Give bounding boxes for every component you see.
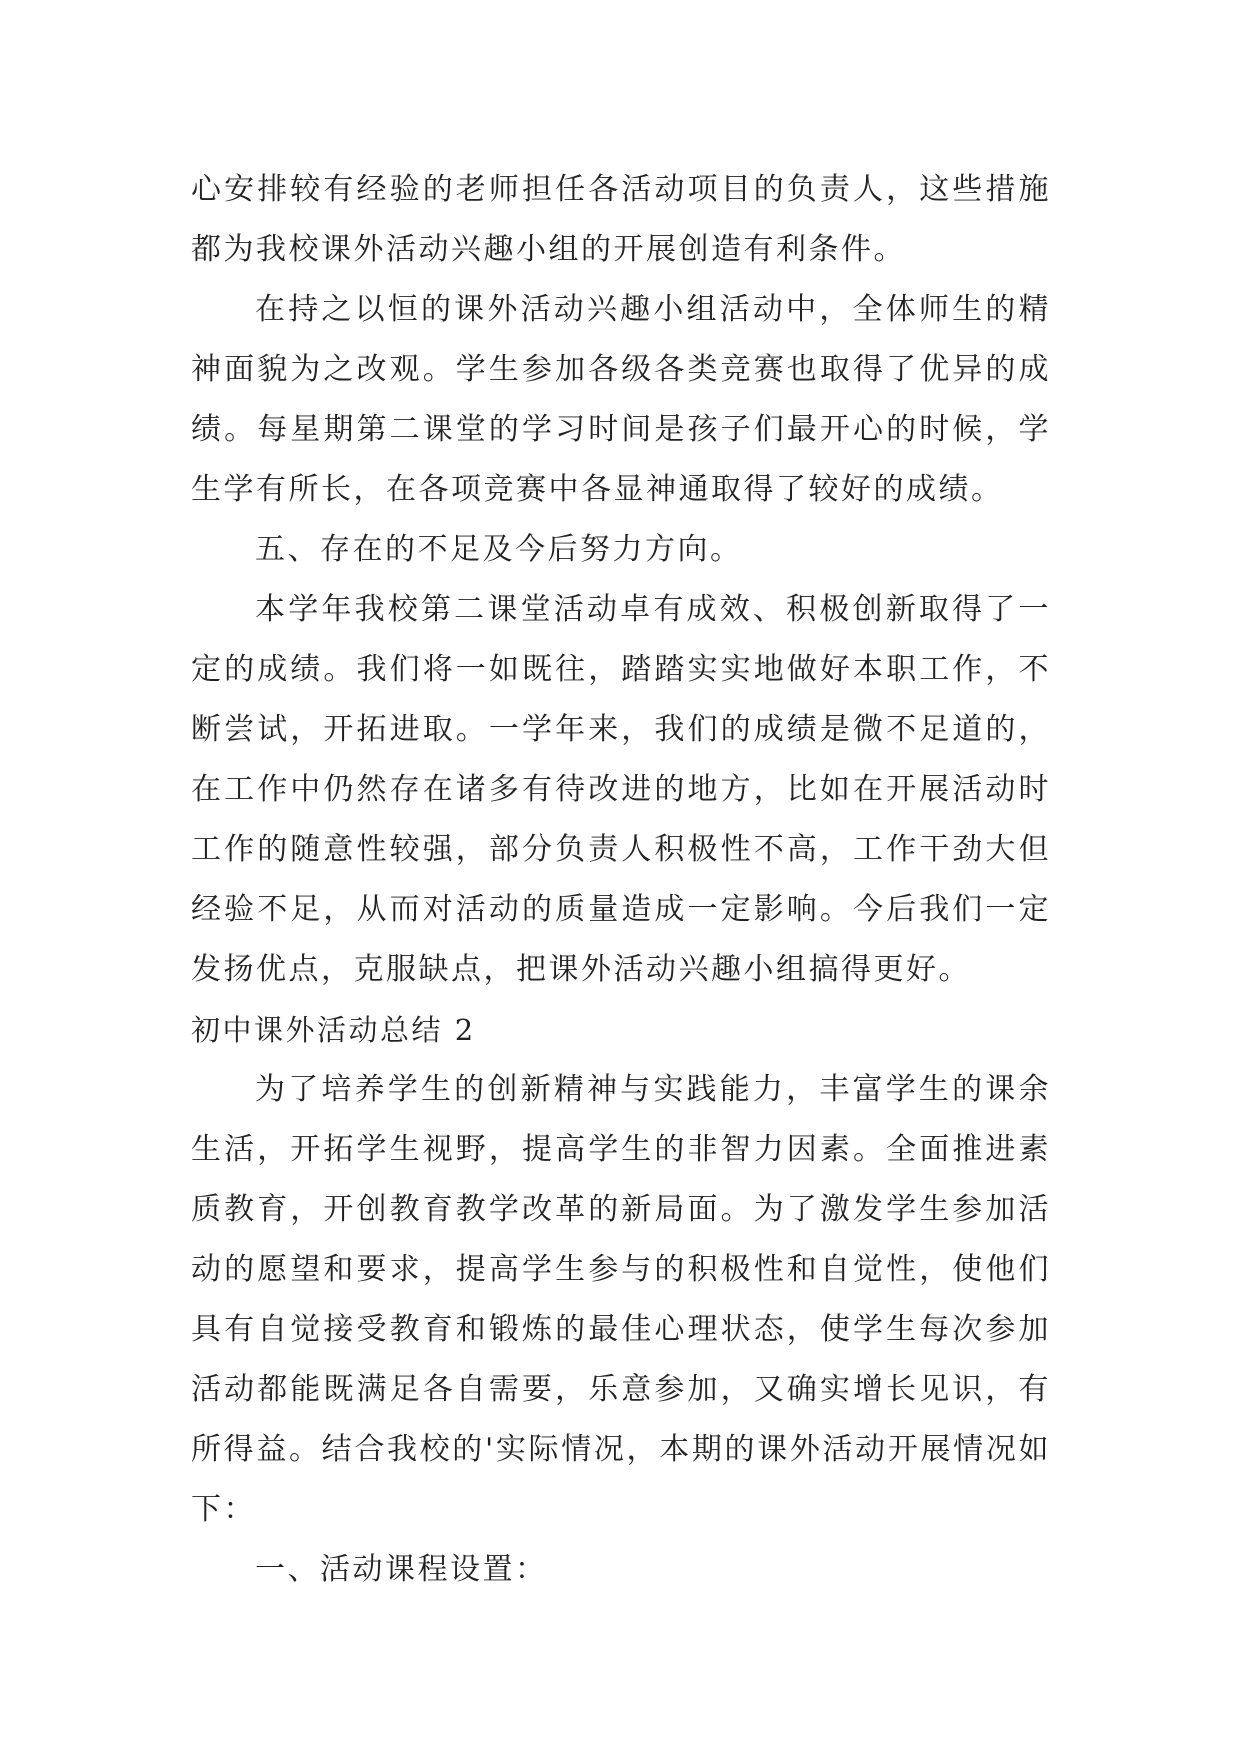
section-heading-summary-2: 初中课外活动总结 2 <box>191 1013 476 1047</box>
document-body <box>191 160 1051 1600</box>
paragraph-results: 在持之以恒的课外活动兴趣小组活动中，全体师生的精神面貌为之改观。学生参加各级各类竞赛也取得了优异的成绩。每星期第二课堂的学习时间是孩子们最开心的时候，学生学有所长，在各项竞赛中各显神通取得了较好的成绩。 <box>191 292 1051 507</box>
paragraph-purpose: 为了培养学生的创新精神与实践能力，丰富学生的课余生活，开拓学生视野，提高学生的非智力因素。全面推进素质教育，开创教育教学改革的新局面。为了激发学生参加活动的愿望和要求，提高学生参与的积极性和自觉性，使他们具有自觉接受教育和锻炼的最佳心理状态，使学生每次参加活动都能既满足各自需要，乐意参加，又确实增长见识，有所得益。结合我校的'实际情况，本期的课外活动开展情况如下： <box>191 1072 1051 1527</box>
paragraph-section-one-title: 一、活动课程设置： <box>255 1552 548 1587</box>
paragraph-measures: 心安排较有经验的老师担任各活动项目的负责人，这些措施都为我校课外活动兴趣小组的开展创造有利条件。 <box>191 172 1051 267</box>
paragraph-shortcomings: 本学年我校第二课堂活动卓有成效、积极创新取得了一定的成绩。我们将一如既往，踏踏实实地做好本职工作，不断尝试，开拓进取。一学年来，我们的成绩是微不足道的，在工作中仍然存在诸多有待改进的地方，比如在开展活动时工作的随意性较强，部分负责人积极性不高，工作干劲大但经验不足，从而对活动的质量造成一定影响。今后我们一定发扬优点，克服缺点，把课外活动兴趣小组搞得更好。 <box>191 592 1051 987</box>
paragraph-section-five-title: 五、存在的不足及今后努力方向。 <box>255 532 743 567</box>
